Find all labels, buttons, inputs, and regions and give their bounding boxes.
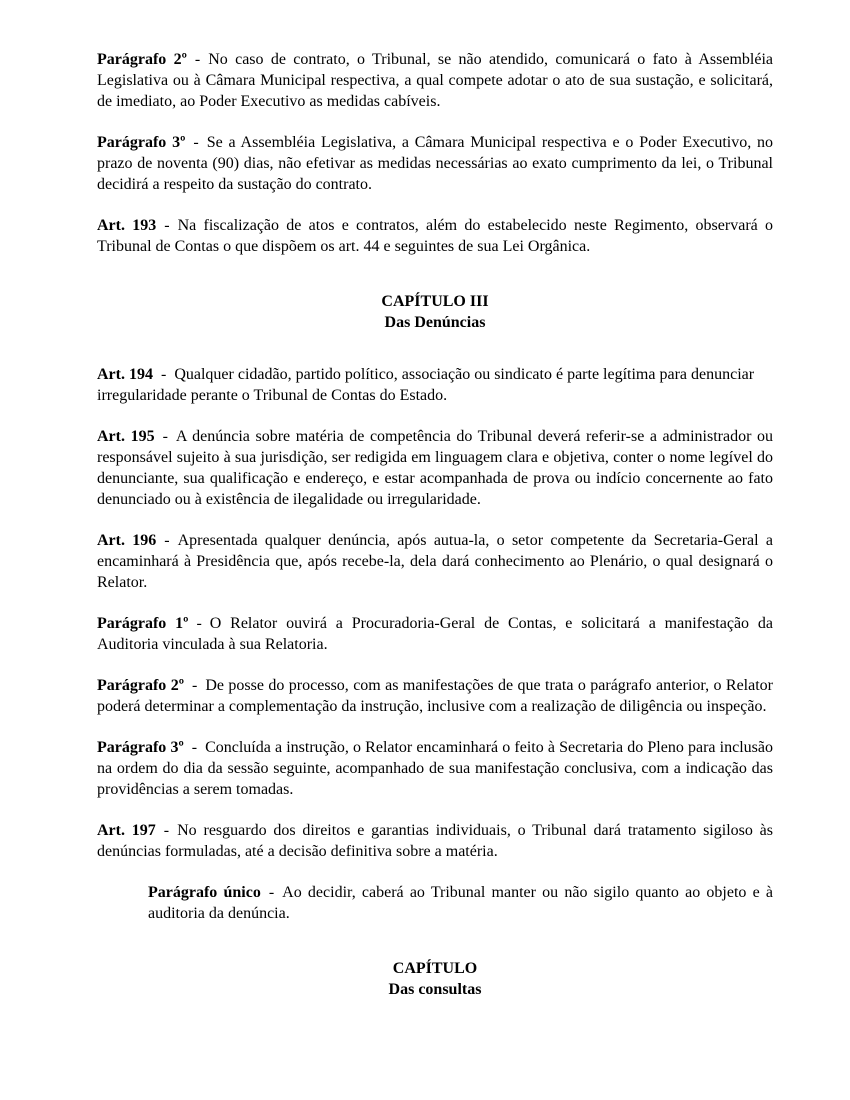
paragraph-paragrafo-1 — [97, 613, 773, 655]
paragraph-paragrafo-unico — [148, 882, 773, 924]
label-separator: - — [160, 366, 167, 383]
paragraph-paragrafo-2 — [97, 49, 773, 112]
label-separator: - — [163, 822, 170, 839]
paragraph-label: Art. 195 — [97, 428, 155, 445]
paragraph-paragrafo-2b — [97, 675, 773, 717]
label-separator: - — [192, 677, 198, 694]
label-separator: - — [162, 428, 168, 445]
paragraph-label: Art. 197 — [97, 822, 156, 839]
paragraph-text: No resguardo dos direitos e garantias individuais, o Tribunal dará tratamento sigiloso às denúncias formuladas, até a decisão definitiva sobre a matéria. — [97, 822, 773, 860]
chapter-heading-iii — [97, 291, 773, 333]
document-content — [97, 49, 773, 1031]
label-separator: - — [191, 739, 198, 756]
paragraph-text: Qualquer cidadão, partido político, associação ou sindicato é parte legítima para denunciar irregularidade perante o Tribunal de Contas do Estado. — [97, 366, 755, 404]
paragraph-text: Concluída a instrução, o Relator encaminhará o feito à Secretaria do Pleno para inclusão na ordem do dia da sessão seguinte, acompanhado de sua manifestação conclusiva, com a indicação das providências a serem tomadas. — [97, 739, 773, 798]
paragraph-label: Art. 193 — [97, 217, 157, 234]
paragraph-label: Parágrafo 3º — [97, 739, 184, 756]
paragraph-art-194 — [97, 364, 773, 406]
paragraph-label: Art. 194 — [97, 366, 153, 383]
paragraph-art-196 — [97, 530, 773, 593]
paragraph-text: De posse do processo, com as manifestações de que trata o parágrafo anterior, o Relator poderá determinar a complementação da instrução, inclusive com a realização de diligência ou inspeção. — [97, 677, 774, 715]
paragraph-paragrafo-3 — [97, 132, 773, 195]
chapter-title: CAPÍTULO — [392, 960, 478, 977]
label-separator: - — [193, 134, 199, 151]
paragraph-text: Apresentada qualquer denúncia, após autua-la, o setor competente da Secretaria-Geral a encaminhará à Presidência que, após recebe-la, dela dará conhecimento ao Plenário, o qual designará o Relator. — [97, 532, 774, 591]
paragraph-text: O Relator ouvirá a Procuradoria-Geral de Contas, e solicitará a manifestação da Auditoria vinculada à sua Relatoria. — [97, 615, 773, 653]
label-separator: - — [164, 532, 170, 549]
label-separator: - — [268, 884, 275, 901]
paragraph-paragrafo-3b — [97, 737, 773, 800]
label-separator: - — [196, 615, 202, 632]
paragraph-text: Se a Assembléia Legislativa, a Câmara Municipal respectiva e o Poder Executivo, no prazo de noventa (90) dias, não efetivar as medidas necessárias ao exato cumprimento da lei, o Tribunal decidirá a respeito da sustação do contrato. — [97, 134, 773, 193]
paragraph-text: A denúncia sobre matéria de competência do Tribunal deverá referir-se a administrador ou responsável sujeito à sua jurisdição, ser redigida em linguagem clara e objetiva, conter o nome legível do denunciante, sua qualificação e endereço, e estar acompanhada de prova ou indício concernente ao fato denunciado ou à existência de ilegalidade ou irregularidade. — [97, 428, 774, 508]
paragraph-text: Ao decidir, caberá ao Tribunal manter ou não sigilo quanto ao objeto e à auditoria da denúncia. — [148, 884, 773, 922]
paragraph-label: Parágrafo único — [148, 884, 261, 901]
paragraph-label: Parágrafo 1º — [97, 615, 189, 632]
chapter-heading-consultas — [97, 958, 773, 1000]
paragraph-label: Art. 196 — [97, 532, 157, 549]
chapter-subtitle: Das Denúncias — [384, 314, 486, 331]
paragraph-label: Parágrafo 2º — [97, 677, 185, 694]
paragraph-art-197 — [97, 820, 773, 862]
paragraph-label: Parágrafo 2º — [97, 51, 187, 68]
chapter-title: CAPÍTULO III — [381, 293, 489, 310]
chapter-subtitle: Das consultas — [388, 981, 482, 998]
paragraph-text: Na fiscalização de atos e contratos, além do estabelecido neste Regimento, observará o Tribunal de Contas o que dispõem os art. 44 e seguintes de sua Lei Orgânica. — [97, 217, 774, 255]
label-separator: - — [164, 217, 170, 234]
label-separator: - — [194, 51, 201, 68]
paragraph-art-195 — [97, 426, 773, 510]
paragraph-label: Parágrafo 3º — [97, 134, 186, 151]
paragraph-text: No caso de contrato, o Tribunal, se não atendido, comunicará o fato à Assembléia Legislativa ou à Câmara Municipal respectiva, a qual compete adotar o ato de sua sustação, e solicitará, de imediato, ao Poder Executivo as medidas cabíveis. — [97, 51, 773, 110]
paragraph-art-193 — [97, 215, 773, 257]
